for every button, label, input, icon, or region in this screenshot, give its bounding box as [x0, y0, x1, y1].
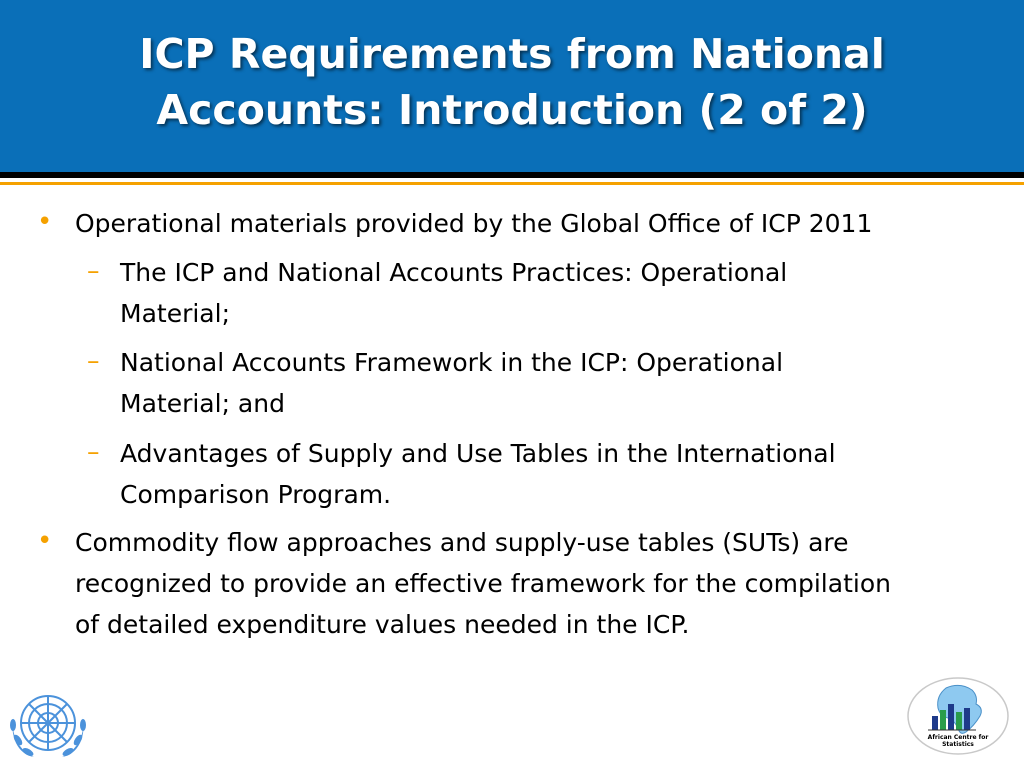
bullet-item — [37, 203, 873, 244]
bullet-text: Operational materials provided by the Global Office of ICP 2011 — [75, 209, 873, 238]
sub-bullet-item — [87, 433, 836, 515]
un-emblem-logo — [4, 685, 92, 765]
dash-marker: – — [87, 346, 100, 375]
slide-title — [0, 26, 1024, 138]
dash-marker: – — [87, 437, 100, 466]
sub-bullet-text-line: Material; — [120, 299, 230, 328]
slide-title-line-1: ICP Requirements from National — [139, 30, 885, 78]
sub-bullet-item — [87, 342, 784, 424]
un-emblem-icon — [4, 685, 92, 765]
dash-marker: – — [87, 256, 100, 285]
acs-logo-text-line-1: African Centre for — [927, 734, 989, 741]
sub-bullet-text-line: National Accounts Framework in the ICP: Operational — [120, 348, 784, 377]
sub-bullet-item — [87, 252, 788, 334]
sub-bullet-text-line: Material; and — [120, 389, 285, 418]
sub-bullet-text-line: Comparison Program. — [120, 480, 392, 509]
bullet-item — [37, 522, 891, 645]
slide-title-line-2: Accounts: Introduction (2 of 2) — [156, 86, 868, 134]
sub-bullet-text-line: Advantages of Supply and Use Tables in the International — [120, 439, 836, 468]
sub-bullet-text-line: The ICP and National Accounts Practices: Operational — [120, 258, 788, 287]
africa-map-icon — [906, 676, 1010, 756]
bullet-marker: • — [37, 207, 53, 237]
bullet-text-line: recognized to provide an effective framework for the compilation — [75, 569, 891, 598]
acs-logo-text-line-2: Statistics — [942, 741, 974, 748]
divider-gold — [0, 182, 1024, 185]
acs-logo — [906, 676, 1010, 756]
bullet-text-line: of detailed expenditure values needed in the ICP. — [75, 610, 690, 639]
title-banner — [0, 0, 1024, 172]
bullet-text-line: Commodity flow approaches and supply-use tables (SUTs) are — [75, 528, 849, 557]
bullet-marker: • — [37, 526, 53, 556]
